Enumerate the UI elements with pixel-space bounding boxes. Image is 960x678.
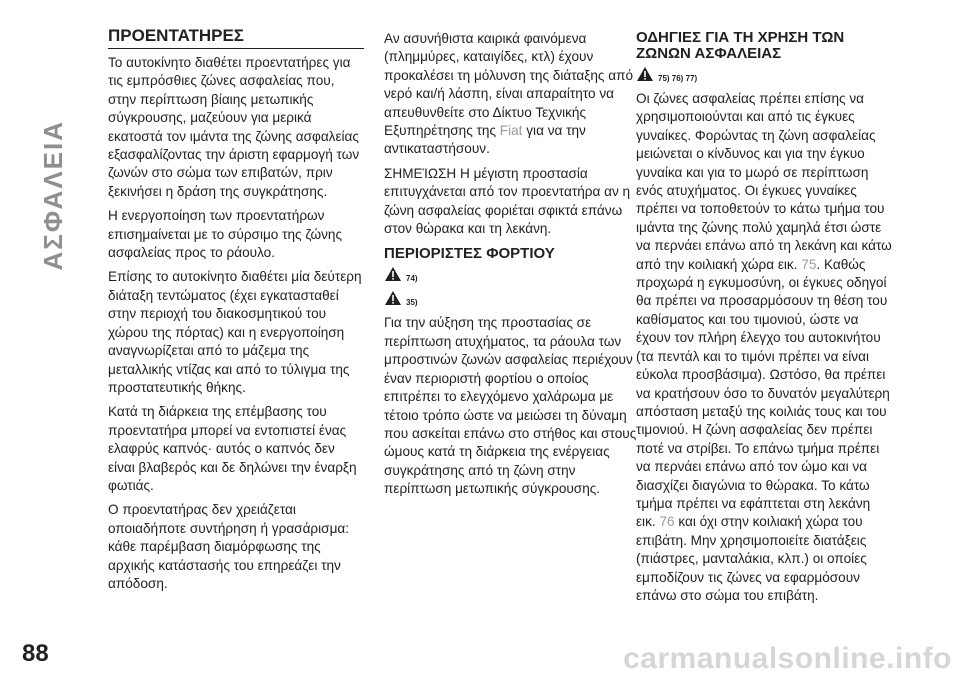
section-side-title: ΑΣΦΑΛΕΙΑ: [38, 120, 68, 271]
warning-triangle-icon: [384, 266, 402, 282]
warning-ref-text: 74): [406, 274, 418, 284]
heading-load-limiters: ΠΕΡΙΟΡΙΣΤΕΣ ΦΟΡΤΙΟΥ: [384, 245, 555, 263]
warning-triangle-icon: [636, 66, 654, 82]
column-1: [108, 28, 364, 599]
paragraph: Για την αύξηση της προστασίας σε περίπτωση ατυχήματος, τα ράουλα των μπροστινών ζωνών ασφαλείας περιέχουν έναν περιοριστή φορτίου ο οποίος επιτρέπει το ελεγχόμενο χαλάρωμα με τέτοιο τρόπο ώστε να μειώσει τη δύναμη που ασκείται επάνω στο στήθος και στους ώμους κατά τη διάρκεια της ενέργειας συγκράτησης από τη ζώνη στην περίπτωση μετωπικής σύγκρουσης.: [384, 315, 637, 497]
column-3: [636, 30, 892, 611]
paragraph: Επίσης το αυτοκίνητο διαθέτει μία δεύτερη διάταξη τεντώματος (έχει εγκατασταθεί στην περιοχή του διακοσμητικού του χώρου της πόρτας) και η ενεργοποίηση αναγνωρίζεται από το μάζεμα της μεταλλικής ντίζας και από το τύλιγμα της προστατευτικής θήκης.: [108, 269, 362, 395]
warning-ref-text: 35): [406, 298, 418, 308]
page-number: 88: [22, 640, 49, 667]
heading-pretensioners: ΠΡΟΕΝΤΑΤΗΡΕΣ: [108, 28, 364, 49]
warning-reference: [384, 290, 640, 308]
warning-ref-text: 75) 76) 77): [658, 74, 698, 83]
column-2: [384, 30, 640, 505]
paragraph: Οι ζώνες ασφαλείας πρέπει επίσης να χρησιμοποιούνται και από τις έγκυες γυναίκες. Φορώντας τη ζώνη ασφαλείας μειώνεται ο κίνδυνος και για την έγκυο γυναίκα και για το μωρό σε περίπτωση ενός ατυχήματος. Οι έγκυες γυναίκες πρέπει να τοποθετούν το κάτω τμήμα του ιμάντα της ζώνης πολύ χαμηλά έτσι ώστε να περνάει επάνω από τη λεκάνη και κάτω από την κοιλιακή χώρα εικ. 75. Καθώς προχωρά η εγκυμοσύνη, οι έγκυες οδηγοί θα πρέπει να προσαρμόσουν τη θέση του καθίσματος και του τιμονιού, ώστε να έχουν τον πλήρη έλεγχο του αυτοκινήτου (τα πεντάλ και το τιμόνι πρέπει να είναι εύκολα προσβάσιμα). Ωστόσο, θα πρέπει να κρατήσουν όσο το δυνατόν μεγαλύτερη απόσταση μεταξύ της κοιλιάς τους και του τιμονιού. Η ζώνη ασφαλείας δεν πρέπει ποτέ να στρίβει. Το επάνω τμήμα πρέπει να περνάει επάνω από τον ώμο και να διασχίζει διαγώνια το θώρακα. Το κάτω τμήμα πρέπει να εφάπτεται στη λεκάνη εικ. 76 και όχι στην κοιλιακή χώρα του επιβάτη. Μην χρησιμοποιείτε διατάξεις (πιάστρες, μανταλάκια, κλπ.) οι οποίες εμποδίζουν τις ζώνες να εφαρμόσουν επάνω στο σώμα του επιβάτη.: [636, 91, 892, 603]
heading-seatbelt-instructions: ΟΔΗΓΙΕΣ ΓΙΑ ΤΗ ΧΡΗΣΗ ΤΩΝ ΖΩΝΩΝ ΑΣΦΑΛΕΙΑΣ: [636, 29, 845, 62]
brand-text: Fiat: [499, 123, 523, 139]
watermark: carmanualsonline.info: [623, 642, 952, 675]
paragraph: Η ενεργοποίηση των προεντατήρων επισημαίνεται με το σύρσιμο της ζώνης ασφαλείας προς το ράουλο.: [108, 208, 342, 261]
warning-reference: [636, 66, 892, 84]
figure-ref: 75: [801, 256, 817, 272]
paragraph: Το αυτοκίνητο διαθέτει προεντατήρες για τις εμπρόσθιες ζώνες ασφαλείας που, στην περίπτωση βίαιης μετωπικής σύγκρουσης, μαζεύουν για μερικά εκατοστά τον ιμάντα της ζώνης ασφαλείας εξασφαλίζοντας την άριστη εφαρμογή των ζωνών στο σώμα των επιβατών, πριν ξεκινήσει η δράση της συγκράτησης.: [108, 55, 360, 199]
warning-triangle-icon: [384, 290, 402, 306]
paragraph: Αν ασυνήθιστα καιρικά φαινόμενα (πλημμύρες, καταιγίδες, κτλ) έχουν προκαλέσει τη μόλυνση της διάταξης από νερό και/ή λάσπη, είναι απαραίτητο να απευθυνθείτε στο Δίκτυο Τεχνικής Εξυπηρέτησης της Fiat για να την αντικαταστήσουν.: [384, 31, 634, 157]
note-paragraph: ΣΗΜΕΊΩΣΗ Η μέγιστη προστασία επιτυγχάνεται από τον προεντατήρα αν η ζώνη ασφαλείας φοριέται σφικτά επάνω στον θώρακα και τη λεκάνη.: [384, 165, 631, 237]
paragraph: Ο προεντατήρας δεν χρειάζεται οποιαδήποτε συντήρηση ή γρασάρισμα: κάθε παρέμβαση διαμόρφωσης της αρχικής κατάστασής του επηρεάζει την απόδοση.: [108, 502, 350, 591]
paragraph: Κατά τη διάρκεια της επέμβασης του προεντατήρα μπορεί να εντοπιστεί ένας ελαφρύς καπνός· αυτός ο καπνός δεν είναι βλαβερός και δε δηλώνει την έναρξη φωτιάς.: [108, 404, 357, 493]
warning-reference: [384, 266, 640, 284]
figure-ref: 76: [659, 514, 675, 530]
